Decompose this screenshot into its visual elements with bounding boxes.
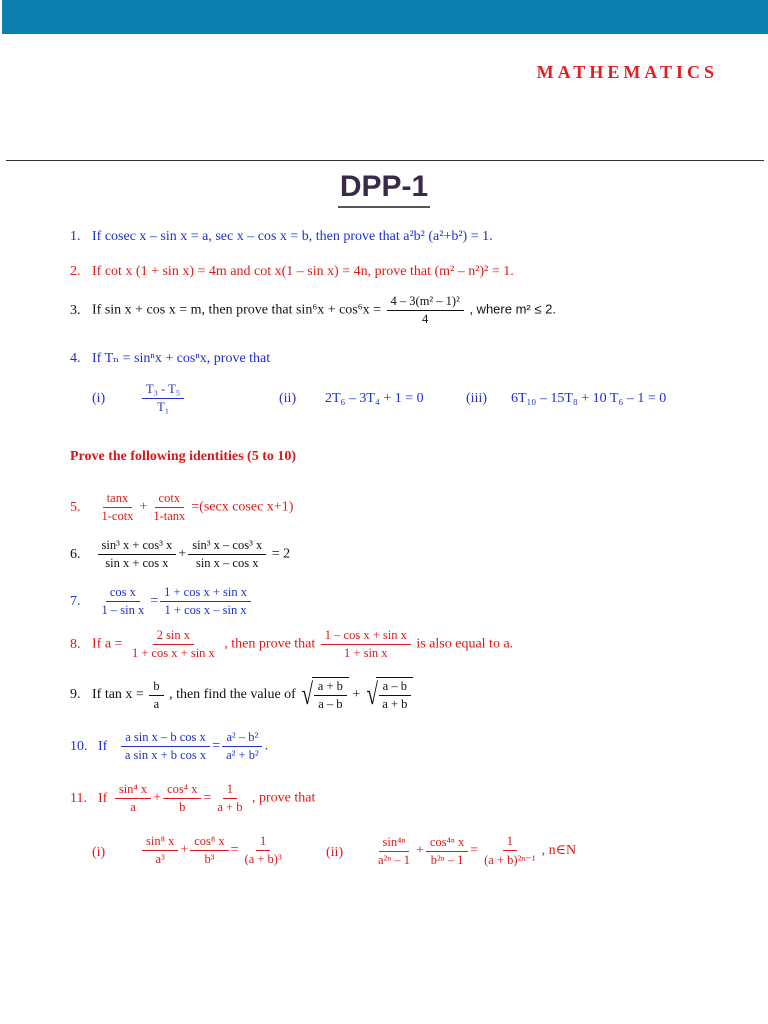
q11-part-i-label: (i) <box>92 845 106 860</box>
operator: + <box>153 790 162 806</box>
operator: + <box>178 546 187 562</box>
operator: + <box>180 842 189 858</box>
numerator: sin⁸ x <box>142 834 178 851</box>
question-4 <box>70 350 270 367</box>
question-number: 2. <box>70 264 81 279</box>
question-text: If <box>98 738 108 754</box>
numerator: sin⁴ x <box>115 782 151 799</box>
numerator: a² – b² <box>222 730 262 747</box>
operator: = <box>150 593 159 609</box>
question-number: 9. <box>70 687 81 703</box>
q11-part-i <box>140 834 288 867</box>
numerator: 4 – 3(m² – 1)² <box>387 294 464 311</box>
denominator: 1 – sin x <box>101 603 145 617</box>
numerator: sin³ x – cos³ x <box>188 538 266 555</box>
denominator: sin x – cos x <box>195 556 259 570</box>
fraction <box>190 834 228 867</box>
denominator: a² + b² <box>226 748 259 762</box>
question-tail: . <box>264 738 269 754</box>
square-root <box>364 677 414 713</box>
radical-sign: √ <box>366 678 378 711</box>
question-text: If tan x = <box>92 687 144 703</box>
operator: = <box>470 843 479 859</box>
fraction <box>321 628 411 661</box>
numerator: sin⁴ⁿ <box>379 835 410 852</box>
denominator: 1-cotx <box>101 509 134 523</box>
fraction <box>98 538 177 571</box>
square-root <box>299 677 349 713</box>
denominator: a sin x + b cos x <box>124 748 207 762</box>
fraction <box>241 834 286 867</box>
question-text: If cosec x – sin x = a, sec x – cos x = b, then prove that a²b² (a²+b²) = 1. <box>92 229 493 244</box>
fraction <box>160 585 251 618</box>
question-tail: , prove that <box>251 790 316 806</box>
denominator: T₁ <box>157 400 170 414</box>
question-3 <box>70 294 556 327</box>
denominator: 1 + cos x – sin x <box>164 603 247 617</box>
q4-part-iii: 6T₁₀ – 15T₈ + 10 T₆ – 1 = 0 <box>511 391 667 406</box>
q4-part-ii: 2T₆ – 3T₄ + 1 = 0 <box>325 391 424 406</box>
denominator: b <box>179 800 186 814</box>
fraction <box>426 835 468 868</box>
fraction <box>128 628 219 661</box>
numerator: b <box>149 679 163 696</box>
question-number: 10. <box>70 738 88 754</box>
question-6 <box>70 538 290 571</box>
numerator: 1 <box>503 834 517 851</box>
fraction <box>98 585 149 618</box>
numerator: a + b <box>314 679 347 696</box>
fraction <box>314 679 347 712</box>
numerator: 1 <box>256 834 270 851</box>
denominator: b³ <box>204 852 215 866</box>
question-number: 5. <box>70 499 81 515</box>
denominator: a + b <box>382 697 408 711</box>
fraction <box>378 679 411 712</box>
denominator: a³ <box>155 852 165 866</box>
page-title: DPP-1 <box>338 170 430 208</box>
question-1 <box>70 229 493 245</box>
fraction <box>121 730 210 763</box>
q11-part-ii <box>372 834 576 868</box>
fraction <box>163 782 201 815</box>
denominator: a²ⁿ – 1 <box>378 852 410 867</box>
operator: + <box>352 687 361 703</box>
numerator: cos x <box>106 585 140 602</box>
question-number: 4. <box>70 351 81 366</box>
question-number: 3. <box>70 302 81 318</box>
denominator: 4 <box>422 312 429 326</box>
question-11 <box>70 782 315 815</box>
numerator: cos⁴ x <box>163 782 201 799</box>
q4-part-i <box>140 382 186 415</box>
denominator: b²ⁿ – 1 <box>430 852 464 867</box>
fraction <box>188 538 266 571</box>
header-bar <box>2 0 768 34</box>
question-7 <box>70 585 253 618</box>
q4-part-iii-label: (iii) <box>466 391 487 406</box>
denominator: 1-tanx <box>153 509 186 523</box>
numerator: 1 – cos x + sin x <box>321 628 411 645</box>
question-number: 7. <box>70 593 81 609</box>
numerator: 2 sin x <box>153 628 194 645</box>
numerator: cos⁸ x <box>190 834 228 851</box>
right-hand-side: = 2 <box>271 546 291 562</box>
q11-part-ii-label: (ii) <box>326 845 344 860</box>
section-heading: Prove the following identities (5 to 10) <box>70 449 297 464</box>
fraction <box>142 834 178 867</box>
question-text: If Tₙ = sinⁿx + cosⁿx, prove that <box>92 351 271 366</box>
radical-sign: √ <box>301 678 314 711</box>
fraction <box>149 679 163 712</box>
fraction <box>222 730 263 763</box>
page-title-wrap <box>0 170 768 208</box>
question-text: If cot x (1 + sin x) = 4m and cot x(1 – sin x) = 4n, prove that (m² – n²)² = 1. <box>92 264 514 279</box>
fraction <box>142 382 184 415</box>
numerator: 1 + cos x + sin x <box>160 585 251 602</box>
question-text: , then find the value of <box>169 687 296 703</box>
operator: + <box>139 499 148 515</box>
question-number: 11. <box>70 790 87 806</box>
question-number: 6. <box>70 546 81 562</box>
numerator: a sin x – b cos x <box>121 730 210 747</box>
right-hand-side: =(secx cosec x+1) <box>191 499 294 515</box>
question-10 <box>70 730 268 763</box>
denominator: (a + b)³ <box>244 852 282 866</box>
fraction <box>115 782 151 815</box>
fraction <box>374 835 414 868</box>
numerator: tanx <box>103 491 133 508</box>
fraction <box>480 834 539 868</box>
numerator: sin³ x + cos³ x <box>98 538 177 555</box>
question-2 <box>70 264 514 280</box>
fraction <box>149 491 189 524</box>
numerator: T₃ - T₅ <box>142 382 184 399</box>
q4-part-i-label: (i) <box>92 391 106 406</box>
denominator: sin x + cos x <box>105 556 169 570</box>
fraction <box>98 491 138 524</box>
operator: + <box>415 843 424 859</box>
question-text: If <box>98 790 108 806</box>
denominator: 1 + sin x <box>344 646 388 660</box>
question-9 <box>70 677 413 713</box>
question-number: 8. <box>70 636 81 652</box>
numerator: cos⁴ⁿ x <box>426 835 468 852</box>
numerator: 1 <box>223 782 237 799</box>
numerator: a – b <box>379 679 411 696</box>
q4-part-ii-label: (ii) <box>279 391 297 406</box>
denominator: a + b <box>217 800 243 814</box>
question-tail: is also equal to a. <box>416 636 514 652</box>
operator: = <box>230 842 239 858</box>
denominator: 1 + cos x + sin x <box>131 646 215 660</box>
denominator: (a + b)²ⁿ⁻¹ <box>484 853 536 867</box>
denominator: a <box>153 696 160 711</box>
fraction <box>213 782 246 815</box>
question-8 <box>70 628 513 661</box>
operator: = <box>212 738 221 754</box>
operator: = <box>203 790 212 806</box>
question-5 <box>70 491 293 524</box>
subject-label: MATHEMATICS <box>536 62 718 82</box>
numerator: cotx <box>155 491 185 508</box>
divider <box>6 160 764 161</box>
question-tail: , n∈N <box>541 843 577 859</box>
denominator: a – b <box>318 697 343 711</box>
question-tail: , where m² ≤ 2. <box>469 301 556 317</box>
question-text: If sin x + cos x = m, then prove that sin⁶x + cos⁶x = <box>92 302 382 318</box>
question-text: If a = <box>92 636 123 652</box>
fraction <box>387 294 464 327</box>
question-text: , then prove that <box>224 636 316 652</box>
denominator: a <box>130 800 136 814</box>
question-number: 1. <box>70 229 81 244</box>
